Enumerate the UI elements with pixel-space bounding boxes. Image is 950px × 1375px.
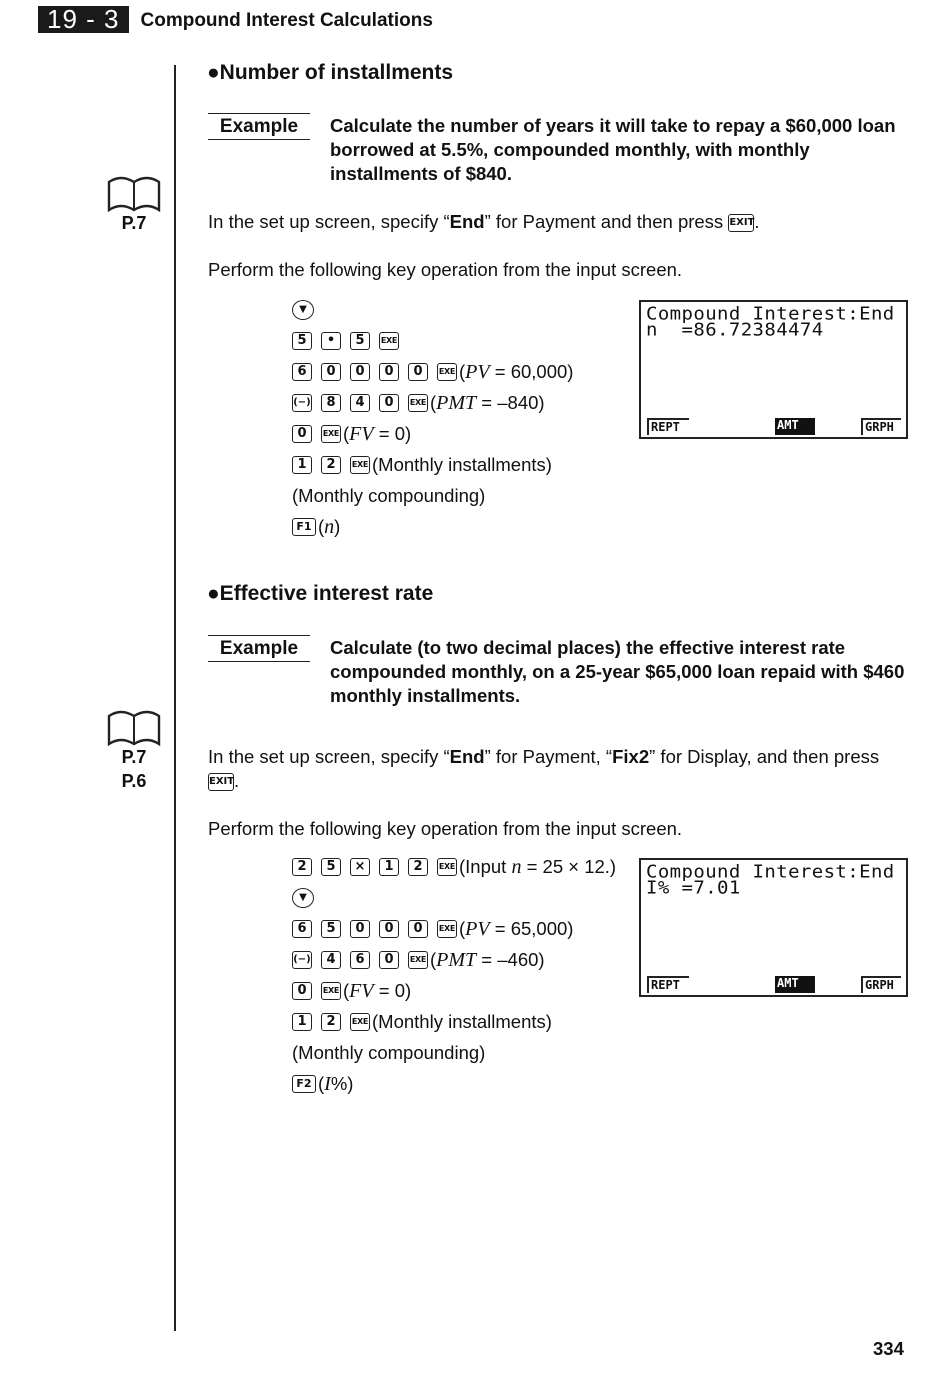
key-1: 1 bbox=[292, 456, 312, 474]
example-text: Calculate (to two decimal places) the effective interest rate compounded monthly, on a 25-year $65,000 loan repaid with $460 monthly installments. bbox=[330, 637, 905, 706]
softkey-grph: GRPH bbox=[861, 418, 901, 435]
key-4: 4 bbox=[321, 951, 341, 969]
key-row bbox=[292, 882, 616, 913]
key-exe: EXE bbox=[350, 1013, 370, 1031]
key-exe: EXE bbox=[321, 982, 341, 1000]
annotation-fv: (FV = 0) bbox=[343, 422, 412, 445]
key-row bbox=[292, 325, 573, 356]
annotation-pmt: (PMT = –460) bbox=[430, 948, 545, 971]
annotation-n: (n) bbox=[318, 515, 341, 538]
key-row bbox=[292, 1006, 616, 1037]
key-row bbox=[292, 1037, 616, 1068]
annotation-monthly-installments: (Monthly installments) bbox=[372, 1011, 552, 1032]
screen-line-2: n =86.72384474 bbox=[646, 319, 824, 341]
key-1: 1 bbox=[292, 1013, 312, 1031]
key-1: 1 bbox=[379, 858, 399, 876]
key-2: 2 bbox=[321, 1013, 341, 1031]
example-label: Example bbox=[208, 635, 310, 662]
annotation-i-percent: (I%) bbox=[318, 1072, 354, 1095]
softkey-amt: AMT bbox=[775, 418, 815, 435]
key-exe: EXE bbox=[437, 363, 457, 381]
key-row bbox=[292, 944, 616, 975]
page-reference: P.7 bbox=[121, 747, 147, 767]
key-0: 0 bbox=[379, 394, 399, 412]
screen-line-1: Compound Interest:End bbox=[646, 861, 895, 883]
heading-effective-interest-rate: ●Effective interest rate bbox=[207, 582, 434, 605]
softkey-amt: AMT bbox=[775, 976, 815, 993]
key-0: 0 bbox=[379, 363, 399, 381]
example-text: Calculate the number of years it will take to repay a $60,000 loan borrowed at 5.5%, compounded monthly, with monthly installments of $840. bbox=[330, 115, 896, 184]
setup-instruction: In the set up screen, specify “End” for Payment, “Fix2” for Display, and then press EXIT. bbox=[208, 746, 880, 791]
section-number: 19 - 3 bbox=[38, 6, 129, 33]
page-reference: P.7 bbox=[121, 213, 147, 233]
key-exe: EXE bbox=[437, 920, 457, 938]
key-0: 0 bbox=[379, 920, 399, 938]
cursor-down-key-icon: ▼ bbox=[292, 888, 314, 908]
softkey-grph: GRPH bbox=[861, 976, 901, 993]
calculator-screen bbox=[639, 300, 908, 439]
key-5: 5 bbox=[321, 858, 341, 876]
key-0: 0 bbox=[321, 363, 341, 381]
key-0: 0 bbox=[350, 363, 370, 381]
key-exe: EXE bbox=[437, 858, 457, 876]
key-row bbox=[292, 449, 573, 480]
key-row bbox=[292, 1068, 616, 1099]
key-dot: • bbox=[321, 332, 341, 350]
key-8: 8 bbox=[321, 394, 341, 412]
annotation-monthly-compounding: (Monthly compounding) bbox=[292, 1042, 486, 1063]
cursor-down-key-icon: ▼ bbox=[292, 300, 314, 320]
key-exe: EXE bbox=[379, 332, 399, 350]
annotation-pv: (PV = 60,000) bbox=[459, 360, 574, 383]
exit-key-icon: EXIT bbox=[208, 773, 234, 791]
book-icon bbox=[107, 174, 161, 212]
perform-instruction: Perform the following key operation from the input screen. bbox=[208, 818, 683, 839]
key-sequence bbox=[292, 294, 573, 542]
key-5: 5 bbox=[292, 332, 312, 350]
setup-instruction: In the set up screen, specify “End” for Payment and then press EXIT. bbox=[208, 211, 760, 232]
key-row bbox=[292, 851, 616, 882]
key-f2: F2 bbox=[292, 1075, 316, 1093]
perform-instruction: Perform the following key operation from the input screen. bbox=[208, 259, 683, 280]
annotation-pmt: (PMT = –840) bbox=[430, 391, 545, 414]
key-row bbox=[292, 356, 573, 387]
key-0: 0 bbox=[292, 982, 312, 1000]
book-icon bbox=[107, 708, 161, 746]
key-5: 5 bbox=[321, 920, 341, 938]
key-6: 6 bbox=[292, 363, 312, 381]
annotation-monthly-compounding: (Monthly compounding) bbox=[292, 485, 486, 506]
key-row bbox=[292, 511, 573, 542]
key-4: 4 bbox=[350, 394, 370, 412]
exit-key-icon: EXIT bbox=[728, 214, 754, 232]
key-negative: (−) bbox=[292, 951, 312, 969]
key-6: 6 bbox=[292, 920, 312, 938]
key-exe: EXE bbox=[408, 394, 428, 412]
heading-number-of-installments: ●Number of installments bbox=[207, 61, 454, 84]
screen-line-1: Compound Interest:End bbox=[646, 303, 895, 325]
key-row bbox=[292, 480, 573, 511]
key-6: 6 bbox=[350, 951, 370, 969]
key-exe: EXE bbox=[408, 951, 428, 969]
section-title: Compound Interest Calculations bbox=[140, 10, 433, 31]
key-2: 2 bbox=[292, 858, 312, 876]
key-2: 2 bbox=[408, 858, 428, 876]
key-0: 0 bbox=[408, 920, 428, 938]
key-row bbox=[292, 294, 573, 325]
key-2: 2 bbox=[321, 456, 341, 474]
page-reference: P.6 bbox=[121, 771, 147, 791]
key-0: 0 bbox=[379, 951, 399, 969]
key-row bbox=[292, 387, 573, 418]
softkey-rept: REPT bbox=[647, 418, 689, 435]
page-number: 334 bbox=[873, 1338, 904, 1359]
calculator-screen bbox=[639, 858, 908, 997]
annotation-pv: (PV = 65,000) bbox=[459, 917, 574, 940]
key-0: 0 bbox=[408, 363, 428, 381]
annotation-input-n: (Input n = 25 × 12.) bbox=[459, 855, 617, 878]
key-f1: F1 bbox=[292, 518, 316, 536]
key-0: 0 bbox=[350, 920, 370, 938]
softkey-rept: REPT bbox=[647, 976, 689, 993]
key-row bbox=[292, 418, 573, 449]
annotation-fv: (FV = 0) bbox=[343, 979, 412, 1002]
key-multiply: × bbox=[350, 858, 370, 876]
margin-rule bbox=[174, 65, 176, 1331]
key-row bbox=[292, 975, 616, 1006]
screen-line-2: I% =7.01 bbox=[646, 877, 741, 899]
annotation-monthly-installments: (Monthly installments) bbox=[372, 454, 552, 475]
key-negative: (−) bbox=[292, 394, 312, 412]
key-0: 0 bbox=[292, 425, 312, 443]
key-exe: EXE bbox=[321, 425, 341, 443]
section-header bbox=[38, 5, 433, 33]
key-sequence bbox=[292, 851, 616, 1099]
key-row bbox=[292, 913, 616, 944]
example-label: Example bbox=[208, 113, 310, 140]
key-5: 5 bbox=[350, 332, 370, 350]
key-exe: EXE bbox=[350, 456, 370, 474]
